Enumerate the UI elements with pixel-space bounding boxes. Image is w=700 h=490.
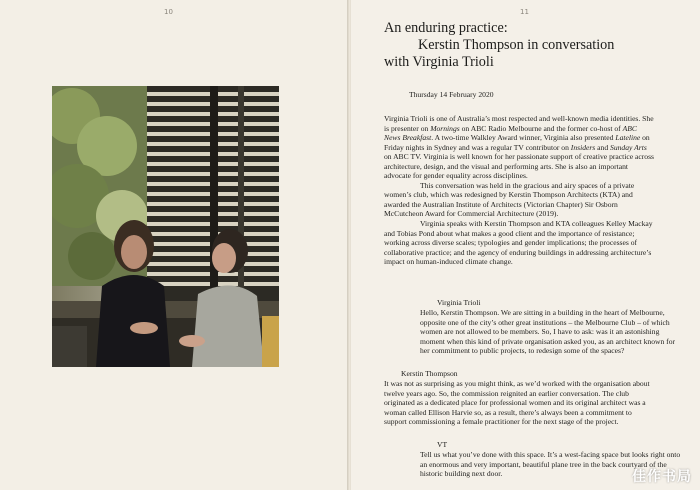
title-line-3: with Virginia Trioli bbox=[384, 54, 494, 70]
title-line-2: Kerstin Thompson in conversation bbox=[418, 37, 615, 53]
intro-paragraph-2: This conversation was held in the gracious and airy spaces of a private women’s club, which was redesigned by Kerstin Thompson Architects (KTA) and awarded the Australian Institute of Architects (Victorian Chapter) Sir Osborn McCutcheon Award for Commercial Architecture (2019). bbox=[384, 180, 635, 219]
speech-2: It was not as surprising as you might think, as we’d worked with the organisation about twelve years ago. So, the commission reignited an earlier conversation. The club originated as a dedicated place for professional women and its original architect was a woman called Ellison Harvie so, as a result, there’s always been a commitment to support commissioning a female practitioner for the next stage of the project. bbox=[384, 379, 650, 427]
title-line-1: An enduring practice: bbox=[384, 20, 508, 36]
interview-date: Thursday 14 February 2020 bbox=[409, 90, 494, 99]
speaker-label-1: Virginia Trioli bbox=[437, 298, 481, 307]
page-number-left: 10 bbox=[164, 8, 173, 16]
interview-photo bbox=[52, 86, 279, 367]
intro-paragraph-3: Virginia speaks with Kerstin Thompson and KTA colleagues Kelley Mackay and Tobias Pond about what makes a good client and the importance of resistance; working across diverse scales; typologies and gender implications; the processes of collaborative practice; and the agency of enduring buildings in addressing architecture’s impact on human-induced climate change. bbox=[384, 219, 653, 267]
speech-1: Hello, Kerstin Thompson. We are sitting in a building in the heart of Melbourne, opposite one of the city’s other great institutions – the Melbourne Club – of which women are not allowed to be members. So, I have to ask: was it an astonishing moment when this kind of private organisation asked you, as an architect known for her commitment to public projects, to redesign some of the spaces? bbox=[420, 308, 676, 356]
speaker-label-2: Kerstin Thompson bbox=[401, 369, 458, 378]
article-title bbox=[384, 20, 684, 71]
speech-3: Tell us what you’ve done with this space. It’s a west-facing space but looks right onto an enormous and very important, beautiful plane tree in the back courtyard of the historic building next door. bbox=[420, 450, 681, 479]
intro-paragraph-1: Virginia Trioli is one of Australia’s most respected and well-known media identities. She is presenter on Mornings on ABC Radio Melbourne and the former co-host of ABC News Breakfast. A two-time Walkley Award winner, Virginia also presented Lateline on Friday nights in Sydney and was a regular TV contributor on Insiders and Sunday Arts on ABC TV. Virginia is well known for her passionate support of creative practice across architecture, design, and the visual and performing arts. She is also an important advocate for gender equality across disciplines. bbox=[384, 114, 654, 181]
watermark-logo: 佳作书局 bbox=[632, 469, 692, 485]
intro-text bbox=[384, 114, 654, 267]
right-page bbox=[351, 0, 700, 490]
interview-photo-illustration bbox=[52, 86, 279, 367]
speaker-label-3: VT bbox=[437, 440, 448, 449]
left-page bbox=[0, 0, 349, 490]
page-number-right: 11 bbox=[520, 8, 529, 16]
